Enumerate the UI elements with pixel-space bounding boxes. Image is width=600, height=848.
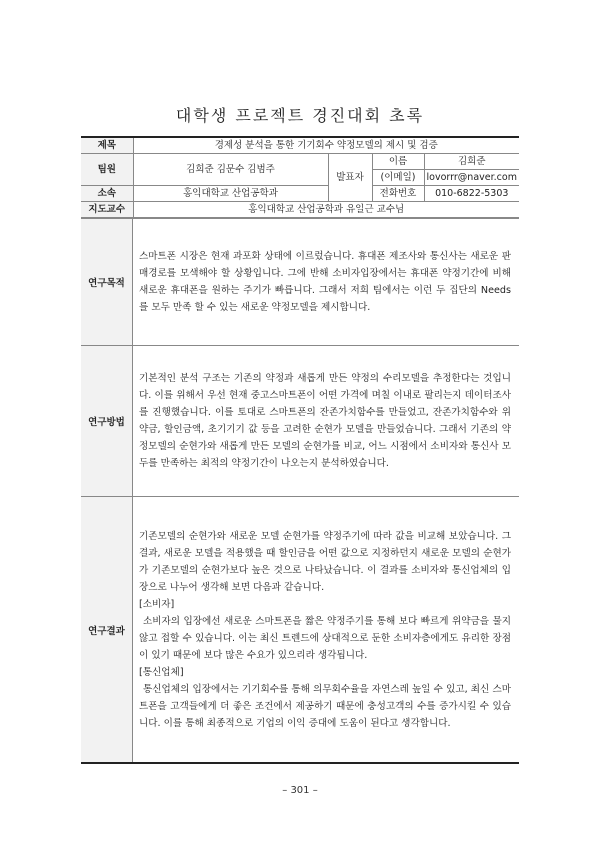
info-table [81, 138, 519, 218]
abstract-form [81, 136, 519, 764]
result-section [81, 496, 519, 762]
email-label: (이메일) [372, 170, 424, 186]
phone-value: 010-6822-5303 [424, 186, 519, 202]
subject-value: 경제성 분석을 통한 기기회수 약정모델의 제시 및 검증 [133, 138, 519, 154]
result-label: 연구결과 [81, 497, 133, 762]
result-paragraph-3: 통신업체의 입장에서는 기기회수를 통해 의무회수율을 자연스레 높일 수 있고, 최신 스마트폰을 고객들에게 더 좋은 조건에서 제공하기 때문에 충성고객의 수를 증가시킬 수 있습니다. 이를 통해 최종적으로 기업의 이익 증대에 도움이 된다고 생각합니다. [139, 683, 511, 729]
page-title: 대학생 프로젝트 경진대회 초록 [175, 106, 425, 125]
result-paragraph-1: 기존모델의 순현가와 새로운 모델 순현가를 약정주기에 따라 값을 비교해 보았습니다. 그 결과, 새로운 모델을 적용했을 때 할인금을 어떤 값으로 지정하던지 새로운 모델의 순현가가 기존모델의 순현가보다 높은 것으로 나타났습니다. 이 결과를 소비자와 통신업체의 입장으로 나누어 생각해 보면 다음과 같습니다. [139, 530, 511, 593]
presenter-label: 발표자 [328, 154, 372, 202]
result-paragraph-2: 소비자의 입장에선 새로운 스마트폰을 짧은 약정주기를 통해 보다 빠르게 위약금을 물지 않고 접할 수 있습니다. 이는 최신 트렌드에 상대적으로 둔한 소비자층에게도 유리한 장점이 있기 때문에 보다 많은 수요가 있으리라 생각됩니다. [139, 615, 511, 661]
page-number: – 301 – [282, 785, 318, 796]
carrier-heading: [통신업체] [139, 666, 184, 678]
team-value: 김희준 김문수 김범주 [133, 154, 328, 186]
phone-label: 전화번호 [372, 186, 424, 202]
advisor-label: 지도교수 [81, 202, 133, 218]
method-text: 기본적인 분석 구조는 기존의 약정과 새롭게 만든 약정의 수리모델을 추정한다는 것입니다. 이를 위해서 우선 현재 중고스마트폰이 어떤 가격에 며칠 이내로 팔리는지 데이터조사를 진행했습니다. 이를 토대로 스마트폰의 잔존가치함수를 만들었고, 잔존가치함수와 위약금, 할인금액, 초기기기 값 등을 고려한 순현가 모델을 만들었습니다. 그래서 기존의 약정모델의 순현가와 새롭게 만든 모델의 순현가를 비교, 어느 시점에서 소비자와 통신사 모두를 만족하는 최적의 약정기간이 나오는지 분석하였습니다. [139, 373, 511, 469]
method-section [81, 345, 519, 496]
email-value: lovorrr@naver.com [424, 170, 519, 186]
method-label: 연구방법 [81, 346, 133, 496]
affiliation-label: 소속 [81, 186, 133, 202]
purpose-text: 스마트폰 시장은 현재 과포화 상태에 이르렀습니다. 휴대폰 제조사와 통신사는 새로운 판매경로를 모색해야 할 상황입니다. 그에 반해 소비자입장에서는 휴대폰 약정기간에 비해 새로운 휴대폰을 원하는 주기가 빠릅니다. 그래서 저희 팀에서는 이런 두 집단의 Needs를 모두 만족 할 수 있는 새로운 약정모델을 제시합니다. [139, 251, 511, 313]
affiliation-value: 홍익대학교 산업공학과 [133, 186, 328, 202]
purpose-label: 연구목적 [81, 219, 133, 345]
subject-label: 제목 [81, 138, 133, 154]
purpose-section [81, 218, 519, 345]
team-label: 팀원 [81, 154, 133, 186]
name-value: 김희준 [424, 154, 519, 170]
name-label: 이름 [372, 154, 424, 170]
advisor-value: 홍익대학교 산업공학과 유일근 교수님 [133, 202, 519, 218]
consumer-heading: [소비자] [139, 598, 175, 610]
